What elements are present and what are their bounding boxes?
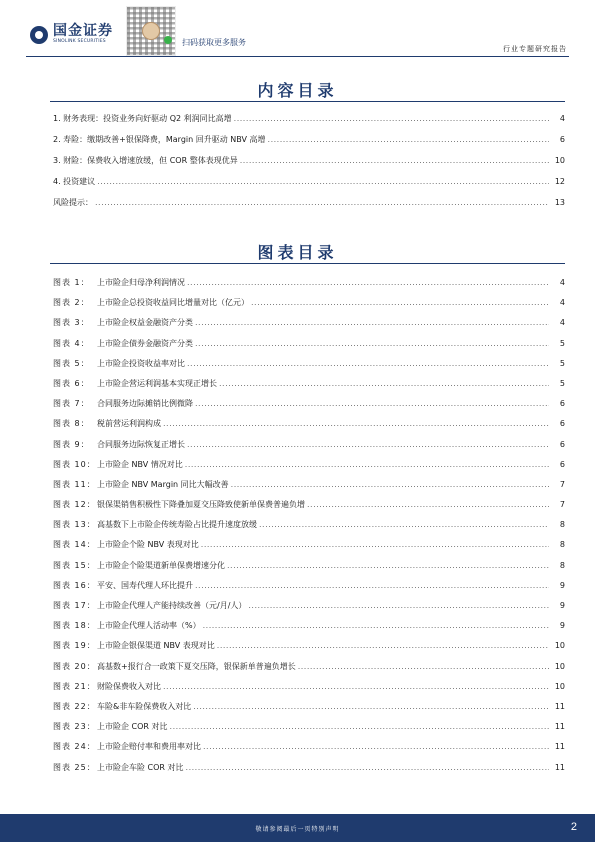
dot-leader xyxy=(186,763,549,773)
content-toc-list xyxy=(53,114,565,219)
figure-entry-label: 图表 11： xyxy=(53,479,96,489)
wechat-badge-icon xyxy=(164,36,172,44)
dot-leader xyxy=(195,399,549,409)
figure-entry-page: 5 xyxy=(559,338,565,348)
figure-entry[interactable] xyxy=(53,601,565,621)
figure-entry[interactable] xyxy=(53,480,565,500)
figure-entry-text: 上市险企 NBV Margin 同比大幅改善 xyxy=(97,479,229,489)
figure-entry-text: 财险保费收入对比 xyxy=(97,681,161,691)
figure-entry-label: 图表 12： xyxy=(53,500,96,510)
toc-entry-page: 13 xyxy=(554,198,565,207)
figure-entry-page: 5 xyxy=(559,358,565,368)
dot-leader xyxy=(163,682,549,692)
figure-entry[interactable] xyxy=(53,399,565,419)
figure-entry-text: 合同服务边际恢复正增长 xyxy=(97,439,185,449)
figure-entry-page: 10 xyxy=(554,641,565,651)
toc-entry[interactable] xyxy=(53,198,565,219)
logo-name-cn: 国金证券 xyxy=(53,23,113,39)
figure-entry-text: 税前营运利润构成 xyxy=(97,419,161,429)
figure-entry-page: 4 xyxy=(559,278,565,287)
figure-entry-page: 6 xyxy=(559,419,565,429)
figure-entry-text: 上市险企代理人活动率（%） xyxy=(97,621,201,631)
figure-entry-label: 图表 8： xyxy=(53,419,90,429)
figure-entry-label: 图表 9： xyxy=(53,439,90,449)
figure-entry-page: 7 xyxy=(559,500,565,510)
figure-entry-label: 图表 4： xyxy=(53,338,90,348)
figure-entry[interactable] xyxy=(53,641,565,661)
figure-entry-label: 图表 14： xyxy=(53,540,96,550)
figure-entry[interactable] xyxy=(53,581,565,601)
figure-entry-page: 10 xyxy=(554,681,565,691)
figure-entry-page: 6 xyxy=(559,439,565,449)
toc-entry-page: 4 xyxy=(559,114,565,123)
toc-entry[interactable] xyxy=(53,135,565,156)
figure-entry[interactable] xyxy=(53,318,565,338)
figure-entry-page: 6 xyxy=(559,459,565,469)
figure-entry-label: 图表 6： xyxy=(53,378,90,388)
figure-entry[interactable] xyxy=(53,662,565,682)
figure-entry-label: 图表 23： xyxy=(53,722,96,732)
figure-entry-page: 11 xyxy=(554,701,565,711)
dot-leader xyxy=(163,419,549,429)
figure-entry-page: 10 xyxy=(554,661,565,671)
figure-entry[interactable] xyxy=(53,722,565,742)
figure-entry[interactable] xyxy=(53,298,565,318)
footer-disclaimer[interactable]: 敬请参阅最后一页特别声明 xyxy=(255,826,340,833)
figure-entry-page: 8 xyxy=(559,540,565,550)
page-number: 2 xyxy=(570,821,577,833)
figure-entry[interactable] xyxy=(53,339,565,359)
figure-entry-text: 银保渠销售积极性下降叠加夏交压降致使新单保费普遍负增 xyxy=(97,500,305,510)
figure-entry-label: 图表 5： xyxy=(53,358,90,368)
dot-leader xyxy=(248,601,549,611)
toc-entry[interactable] xyxy=(53,114,565,135)
toc-entry-text: 4. 投资建议 xyxy=(53,177,96,186)
figure-entry[interactable] xyxy=(53,742,565,762)
dot-leader xyxy=(268,135,549,145)
qr-avatar-icon xyxy=(142,22,160,40)
figure-entry[interactable] xyxy=(53,682,565,702)
figure-entry[interactable] xyxy=(53,278,565,298)
report-type: 行业专题研究报告 xyxy=(503,45,567,53)
figure-entry[interactable] xyxy=(53,379,565,399)
content-toc-title: 内容目录 xyxy=(257,81,338,100)
dot-leader xyxy=(195,318,549,328)
figure-entry-page: 11 xyxy=(554,742,565,752)
figure-entry-page: 4 xyxy=(559,318,565,328)
dot-leader xyxy=(170,722,549,732)
figure-toc-title: 图表目录 xyxy=(257,243,338,262)
figure-entry-page: 9 xyxy=(559,601,565,610)
figure-entry-text: 合同服务边际摊销比例微降 xyxy=(97,399,193,409)
dot-leader xyxy=(185,460,549,470)
figure-entry-page: 9 xyxy=(559,580,565,590)
toc-entry[interactable] xyxy=(53,177,565,198)
figure-toc-divider xyxy=(50,263,565,264)
figure-entry-text: 上市险企 COR 对比 xyxy=(97,722,168,732)
figure-entry[interactable] xyxy=(53,621,565,641)
toc-entry-text: 风险提示： xyxy=(53,198,93,207)
dot-leader xyxy=(307,500,549,510)
figure-entry-label: 图表 1： xyxy=(53,278,90,287)
dot-leader xyxy=(219,379,549,389)
figure-entry-label: 图表 24： xyxy=(53,742,96,752)
dot-leader xyxy=(201,540,549,550)
figure-entry-label: 图表 20： xyxy=(53,661,96,671)
figure-entry-text: 上市险企总投资收益同比增量对比（亿元） xyxy=(97,298,249,308)
toc-entry-text: 2. 寿险：缴期改善+银保降费，Margin 回升驱动 NBV 高增 xyxy=(53,135,266,144)
figure-entry-page: 8 xyxy=(559,520,565,530)
dot-leader xyxy=(217,641,549,651)
figure-entry[interactable] xyxy=(53,440,565,460)
figure-entry[interactable] xyxy=(53,500,565,520)
figure-entry-label: 图表 16： xyxy=(53,580,96,590)
dot-leader xyxy=(193,702,549,712)
figure-entry-text: 上市险企个险渠道新单保费增速分化 xyxy=(97,560,225,570)
toc-entry[interactable] xyxy=(53,156,565,177)
logo-name-en: SINOLINK SECURITIES xyxy=(53,39,106,44)
figure-entry[interactable] xyxy=(53,540,565,560)
dot-leader xyxy=(95,198,549,208)
figure-entry[interactable] xyxy=(53,520,565,540)
figure-entry-text: 车险&非车险保费收入对比 xyxy=(97,701,192,711)
figure-entry-label: 图表 22： xyxy=(53,701,96,711)
dot-leader xyxy=(187,359,549,369)
figure-entry-text: 上市险企权益金融资产分类 xyxy=(97,318,193,328)
figure-entry-page: 4 xyxy=(559,298,565,308)
figure-entry-label: 图表 13： xyxy=(53,520,96,530)
toc-entry-page: 12 xyxy=(554,177,565,186)
figure-entry-text: 上市险企赔付率和费用率对比 xyxy=(97,742,201,752)
figure-entry-page: 9 xyxy=(559,621,565,631)
figure-entry-label: 图表 2： xyxy=(53,298,90,308)
figure-entry[interactable] xyxy=(53,460,565,480)
figure-entry-text: 上市险企银保渠道 NBV 表现对比 xyxy=(97,641,215,651)
dot-leader xyxy=(203,742,549,752)
figure-entry-text: 上市险企债券金融资产分类 xyxy=(97,338,193,348)
figure-entry-page: 11 xyxy=(554,762,565,772)
figure-entry[interactable] xyxy=(53,419,565,439)
page-footer xyxy=(0,814,595,842)
figure-entry-page: 11 xyxy=(554,722,565,732)
company-logo xyxy=(30,24,113,45)
figure-entry-text: 上市险企代理人产能持续改善（元/月/人） xyxy=(97,601,247,610)
figure-entry-page: 6 xyxy=(559,399,565,409)
figure-entry[interactable] xyxy=(53,702,565,722)
dot-leader xyxy=(195,339,549,349)
figure-entry-label: 图表 7： xyxy=(53,399,90,409)
figure-entry-label: 图表 19： xyxy=(53,641,96,651)
dot-leader xyxy=(227,561,549,571)
figure-entry-page: 8 xyxy=(559,560,565,570)
dot-leader xyxy=(203,621,549,631)
figure-entry-text: 高基数+报行合一政策下夏交压降，银保新单普遍负增长 xyxy=(97,661,296,671)
figure-entry-text: 上市险企车险 COR 对比 xyxy=(97,762,184,772)
toc-entry-text: 1. 财务表现：投资业务向好驱动 Q2 利润同比高增 xyxy=(53,114,232,123)
figure-entry-text: 高基数下上市险企传统寿险占比提升速度放缓 xyxy=(97,520,257,530)
dot-leader xyxy=(195,581,549,591)
page-header xyxy=(0,0,595,62)
figure-entry[interactable] xyxy=(53,763,565,783)
figure-entry-label: 图表 18： xyxy=(53,621,96,631)
figure-entry-text: 上市险企 NBV 情况对比 xyxy=(97,459,183,469)
dot-leader xyxy=(97,177,549,187)
figure-entry-text: 平安、国寿代理人环比提升 xyxy=(97,580,193,590)
dot-leader xyxy=(234,114,549,124)
toc-entry-text: 3. 财险：保费收入增速放缓，但 COR 整体表现优异 xyxy=(53,156,238,165)
toc-entry-page: 10 xyxy=(554,156,565,165)
dot-leader xyxy=(231,480,549,490)
content-toc-divider xyxy=(50,101,565,102)
logo-icon xyxy=(30,26,48,44)
scan-caption: 扫码获取更多服务 xyxy=(182,38,246,47)
dot-leader xyxy=(251,298,549,308)
figure-entry-text: 上市险企投资收益率对比 xyxy=(97,358,185,368)
figure-entry-page: 5 xyxy=(559,378,565,388)
figure-entry-label: 图表 15： xyxy=(53,560,96,570)
header-divider xyxy=(26,56,569,57)
dot-leader xyxy=(187,278,549,288)
dot-leader xyxy=(298,662,549,672)
dot-leader xyxy=(240,156,549,166)
figure-entry-page: 7 xyxy=(559,479,565,489)
figure-entry-label: 图表 10： xyxy=(53,459,96,469)
toc-entry-page: 6 xyxy=(559,135,565,144)
figure-entry[interactable] xyxy=(53,359,565,379)
figure-entry-text: 上市险企营运利润基本实现正增长 xyxy=(97,378,217,388)
figure-entry-text: 上市险企个险 NBV 表现对比 xyxy=(97,540,199,550)
dot-leader xyxy=(187,440,549,450)
figure-entry-text: 上市险企归母净利润情况 xyxy=(97,278,185,287)
figure-entry[interactable] xyxy=(53,561,565,581)
dot-leader xyxy=(259,520,549,530)
figure-entry-label: 图表 21： xyxy=(53,681,96,691)
figure-entry-label: 图表 17： xyxy=(53,601,96,610)
figure-entry-label: 图表 3： xyxy=(53,318,90,328)
figure-toc-list xyxy=(53,278,565,783)
figure-entry-label: 图表 25： xyxy=(53,762,96,772)
